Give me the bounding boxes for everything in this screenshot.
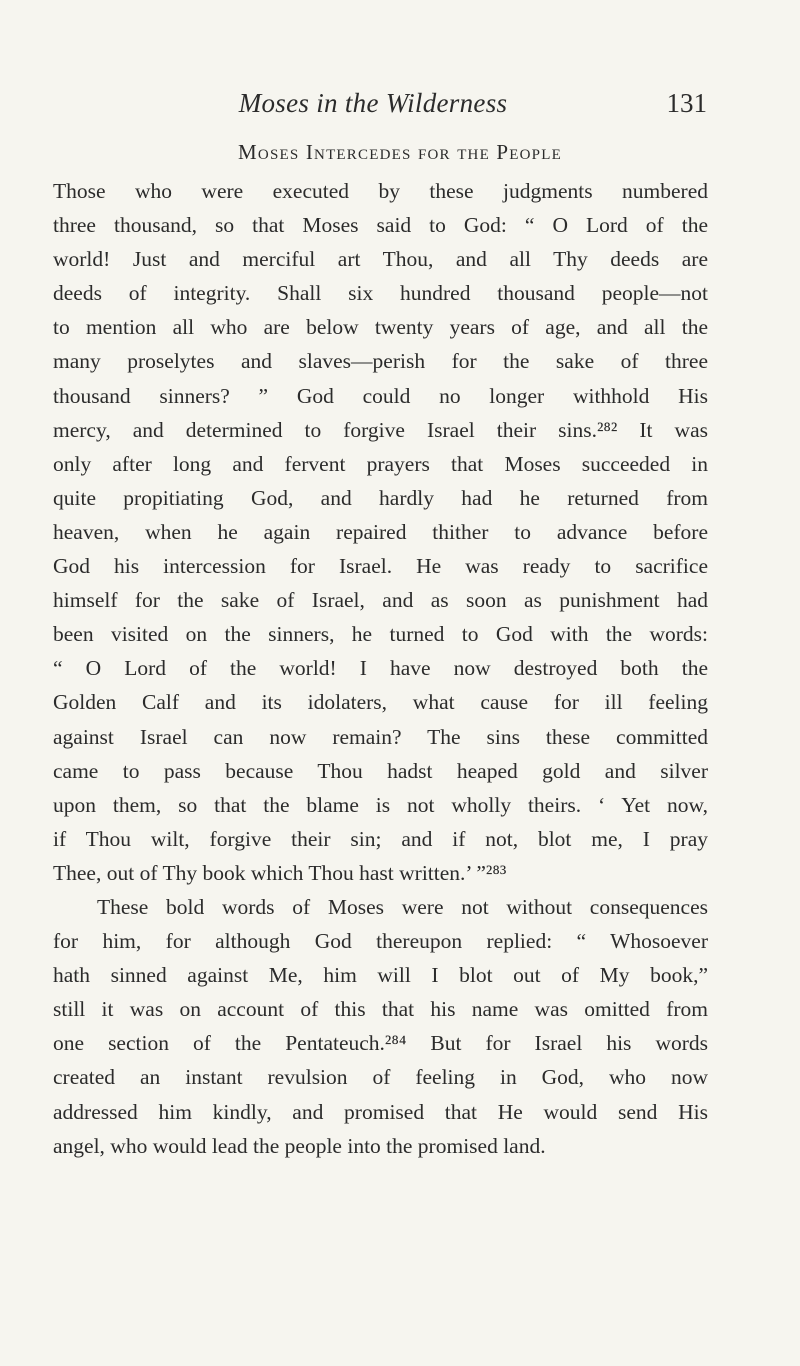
text-line: one section of the Pentateuch.²⁸⁴ But for Israel his words (53, 1031, 708, 1056)
text-line: himself for the sake of Israel, and as soon as punishment had (53, 588, 708, 613)
text-line: for him, for although God thereupon replied: “ Whosoever (53, 929, 708, 954)
text-line: if Thou wilt, forgive their sin; and if not, blot me, I pray (53, 826, 708, 851)
text-line: God his intercession for Israel. He was ready to sacrifice (53, 554, 708, 579)
text-line: been visited on the sinners, he turned to God with the words: (53, 622, 708, 647)
paragraph (53, 174, 708, 890)
text-line: thousand sinners? ” God could no longer withhold His (53, 383, 708, 408)
text-line: mercy, and determined to forgive Israel their sins.²⁸² It was (53, 417, 708, 442)
body-text (53, 174, 708, 1163)
paragraph (53, 890, 708, 1163)
text-line: created an instant revulsion of feeling in God, who now (53, 1065, 708, 1090)
text-line: upon them, so that the blame is not wholly theirs. ‘ Yet now, (53, 792, 708, 817)
text-line: three thousand, so that Moses said to God: “ O Lord of the (53, 213, 708, 238)
text-line: still it was on account of this that his name was omitted from (53, 997, 708, 1022)
section-title: Moses Intercedes for the People (238, 140, 562, 164)
text-line: “ O Lord of the world! I have now destroyed both the (53, 656, 708, 681)
running-header (0, 88, 800, 128)
text-line: Those who were executed by these judgments numbered (53, 179, 708, 203)
text-line: hath sinned against Me, him will I blot out of My book,” (53, 963, 708, 988)
text-line: heaven, when he again repaired thither to advance before (53, 519, 708, 544)
text-line: world! Just and merciful art Thou, and all Thy deeds are (53, 247, 708, 272)
text-line: These bold words of Moses were not without consequences (97, 894, 708, 919)
text-line: against Israel can now remain? The sins these committed (53, 724, 708, 749)
text-line: Thee, out of Thy book which Thou hast written.’ ”²⁸³ (53, 860, 507, 885)
text-line: many proselytes and slaves—perish for the sake of three (53, 349, 708, 374)
text-line: came to pass because Thou hadst heaped gold and silver (53, 758, 708, 783)
page-number: 131 (666, 88, 707, 118)
running-title: Moses in the Wilderness (238, 88, 508, 118)
text-line: only after long and fervent prayers that Moses succeeded in (53, 451, 708, 476)
text-line: quite propitiating God, and hardly had he returned from (53, 485, 708, 510)
text-line: deeds of integrity. Shall six hundred thousand people—not (53, 281, 708, 306)
text-line: to mention all who are below twenty years of age, and all the (53, 315, 708, 340)
text-line: addressed him kindly, and promised that He would send His (53, 1099, 708, 1124)
text-line: angel, who would lead the people into the promised land. (53, 1133, 546, 1158)
text-line: Golden Calf and its idolaters, what cause for ill feeling (53, 690, 708, 715)
